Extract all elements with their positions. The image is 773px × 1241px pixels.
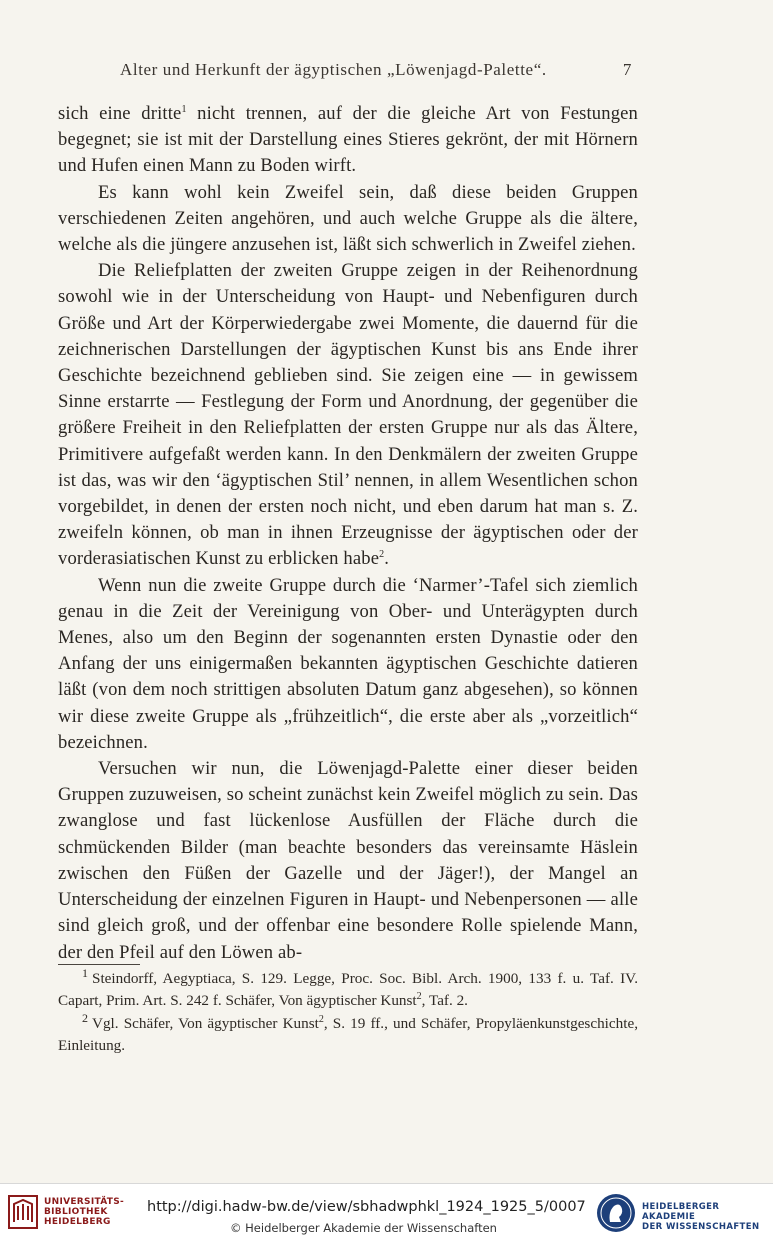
paragraph-2: Es kann wohl kein Zweifel sein, daß diese beiden Gruppen verschiedenen Zeiten angehören, und auch welche Gruppe als die ältere, welche als die jüngere anzusehen ist, läßt sich schwerlich in Zweifel ziehen.	[58, 181, 638, 256]
footnote-ref-2: 2	[379, 549, 385, 561]
footnote-1-text-a: Steindorff, Aegyptiaca, S. 129. Legge, Proc. Soc. Bibl. Arch. 1900, 133 f. u. Taf. IV. Capart, Prim. Art. S. 242 f. Schäfer, Von ägyptischer Kunst	[58, 970, 638, 1009]
library-line-3: HEIDELBERG	[44, 1217, 111, 1227]
paragraph-1-text-a: sich eine dritte	[58, 103, 182, 124]
footnotes	[58, 965, 638, 1058]
footnote-1-number: 1	[82, 965, 88, 980]
footnote-2	[58, 1010, 638, 1056]
paragraph-1-text-b: nicht trennen, auf der die gleiche Art von Festungen begegnet; sie ist mit der Darstellung eines Stieres gekrönt, der mit Hörnern und Hufen einen Mann zu Boden wirft.	[58, 103, 638, 177]
academy-name[interactable]	[642, 1202, 773, 1232]
footnote-2-text-b: , S. 19 ff., und Schäfer, Propyläenkunstgeschichte, Einleitung.	[58, 1015, 638, 1054]
paragraph-5: Versuchen wir nun, die Löwenjagd-Palette einer dieser beiden Gruppen zuzuweisen, so scheint zunächst kein Zweifel möglich zu sein. Das zwanglose und fast lückenlose Ausfüllen der Fläche durch die schmückenden Bilder (man beachte besonders das vereinsamte Häslein zwischen den Füßen der Gazelle und der Jäger!), der Mangel an Unterscheidung der einzelnen Figuren in Haupt- und Nebenpersonen — alle sind gleich groß, und der offenbar eine besondere Rolle spielende Mann, der den Pfeil auf den Löwen ab-	[58, 758, 638, 963]
running-title: Alter und Herkunft der ägyptischen „Löwenjagd-Palette“.	[120, 60, 547, 79]
library-line-1: UNIVERSITÄTS-	[44, 1197, 125, 1207]
footnote-2-number: 2	[82, 1010, 88, 1025]
footnote-divider	[58, 964, 140, 965]
running-header	[58, 60, 638, 84]
paragraph-3-text-b: .	[384, 548, 390, 570]
footnote-2-sup: 2	[318, 1013, 324, 1025]
footnote-ref-1: 1	[181, 103, 187, 115]
university-library-logo-icon[interactable]	[6, 1192, 40, 1232]
viewer-footer	[0, 1183, 773, 1241]
academy-line-1: HEIDELBERGER AKADEMIE	[642, 1202, 720, 1222]
paragraph-4: Wenn nun die zweite Gruppe durch die ‘Narmer’-Tafel sich ziemlich genau in die Zeit der Vereinigung von Ober- und Unterägypten durch Menes, also um den Beginn der sogenannten ersten Dynastie oder den Anfang der uns einigermaßen bekannten ägyptischen Geschichte datieren läßt (von dem noch strittigen absoluten Datum ganz abgesehen), so können wir diese zweite Gruppe als „frühzeitlich“, die erste aber als „vorzeitlich“ bezeichnen.	[58, 574, 638, 753]
footnote-1	[58, 965, 638, 1011]
academy-seal-icon[interactable]	[596, 1192, 636, 1234]
university-library-name[interactable]	[44, 1197, 124, 1227]
footnote-1-sup: 2	[416, 990, 422, 1002]
footnote-2-text-a: Vgl. Schäfer, Von ägyptischer Kunst	[92, 1015, 319, 1032]
permalink-url[interactable]: http://digi.hadw-bw.de/view/sbhadwphkl_1924_1925_5/0007	[147, 1199, 586, 1215]
paragraph-3-text-a: Die Reliefplatten der zweiten Gruppe zeigen in der Reihenordnung sowohl wie in der Unterscheidung von Haupt- und Nebenfiguren durch Größe und Art der Körperwiedergabe zwei Momente, die dauernd für die zeichnerischen Darstellungen der ägyptischen Kunst bis ans Ende ihrer Geschichte bezeichnend geblieben sind. Sie zeigen eine — in gewissem Sinne erstarrte — Festlegung der Form und Anordnung, der gegenüber die größere Freiheit in den Reliefplatten der ersten Gruppe nur als das Ältere, Primitivere aufgefaßt werden kann. In den Denkmälern der zweiten Gruppe ist das, was wir den ‘ägyptischen Stil’ nennen, in allem Wesentlichen schon vorgebildet, in denen der ersten noch nicht, und eben darum hat man s. Z. zweifeln können, ob man in ihnen Erzeugnisse der ägyptischen oder der vorderasiatischen Kunst zu erblicken habe	[58, 260, 638, 570]
paragraph-1	[58, 101, 638, 180]
copyright-notice: © Heidelberger Akademie der Wissenschaften	[230, 1221, 497, 1235]
page-number: 7	[622, 60, 632, 79]
footnote-1-text-b: , Taf. 2.	[421, 991, 468, 1009]
body-text	[58, 101, 638, 966]
paragraph-3	[58, 258, 638, 572]
academy-line-2: DER WISSENSCHAFTEN	[642, 1222, 760, 1232]
library-line-2: BIBLIOTHEK	[44, 1207, 108, 1217]
